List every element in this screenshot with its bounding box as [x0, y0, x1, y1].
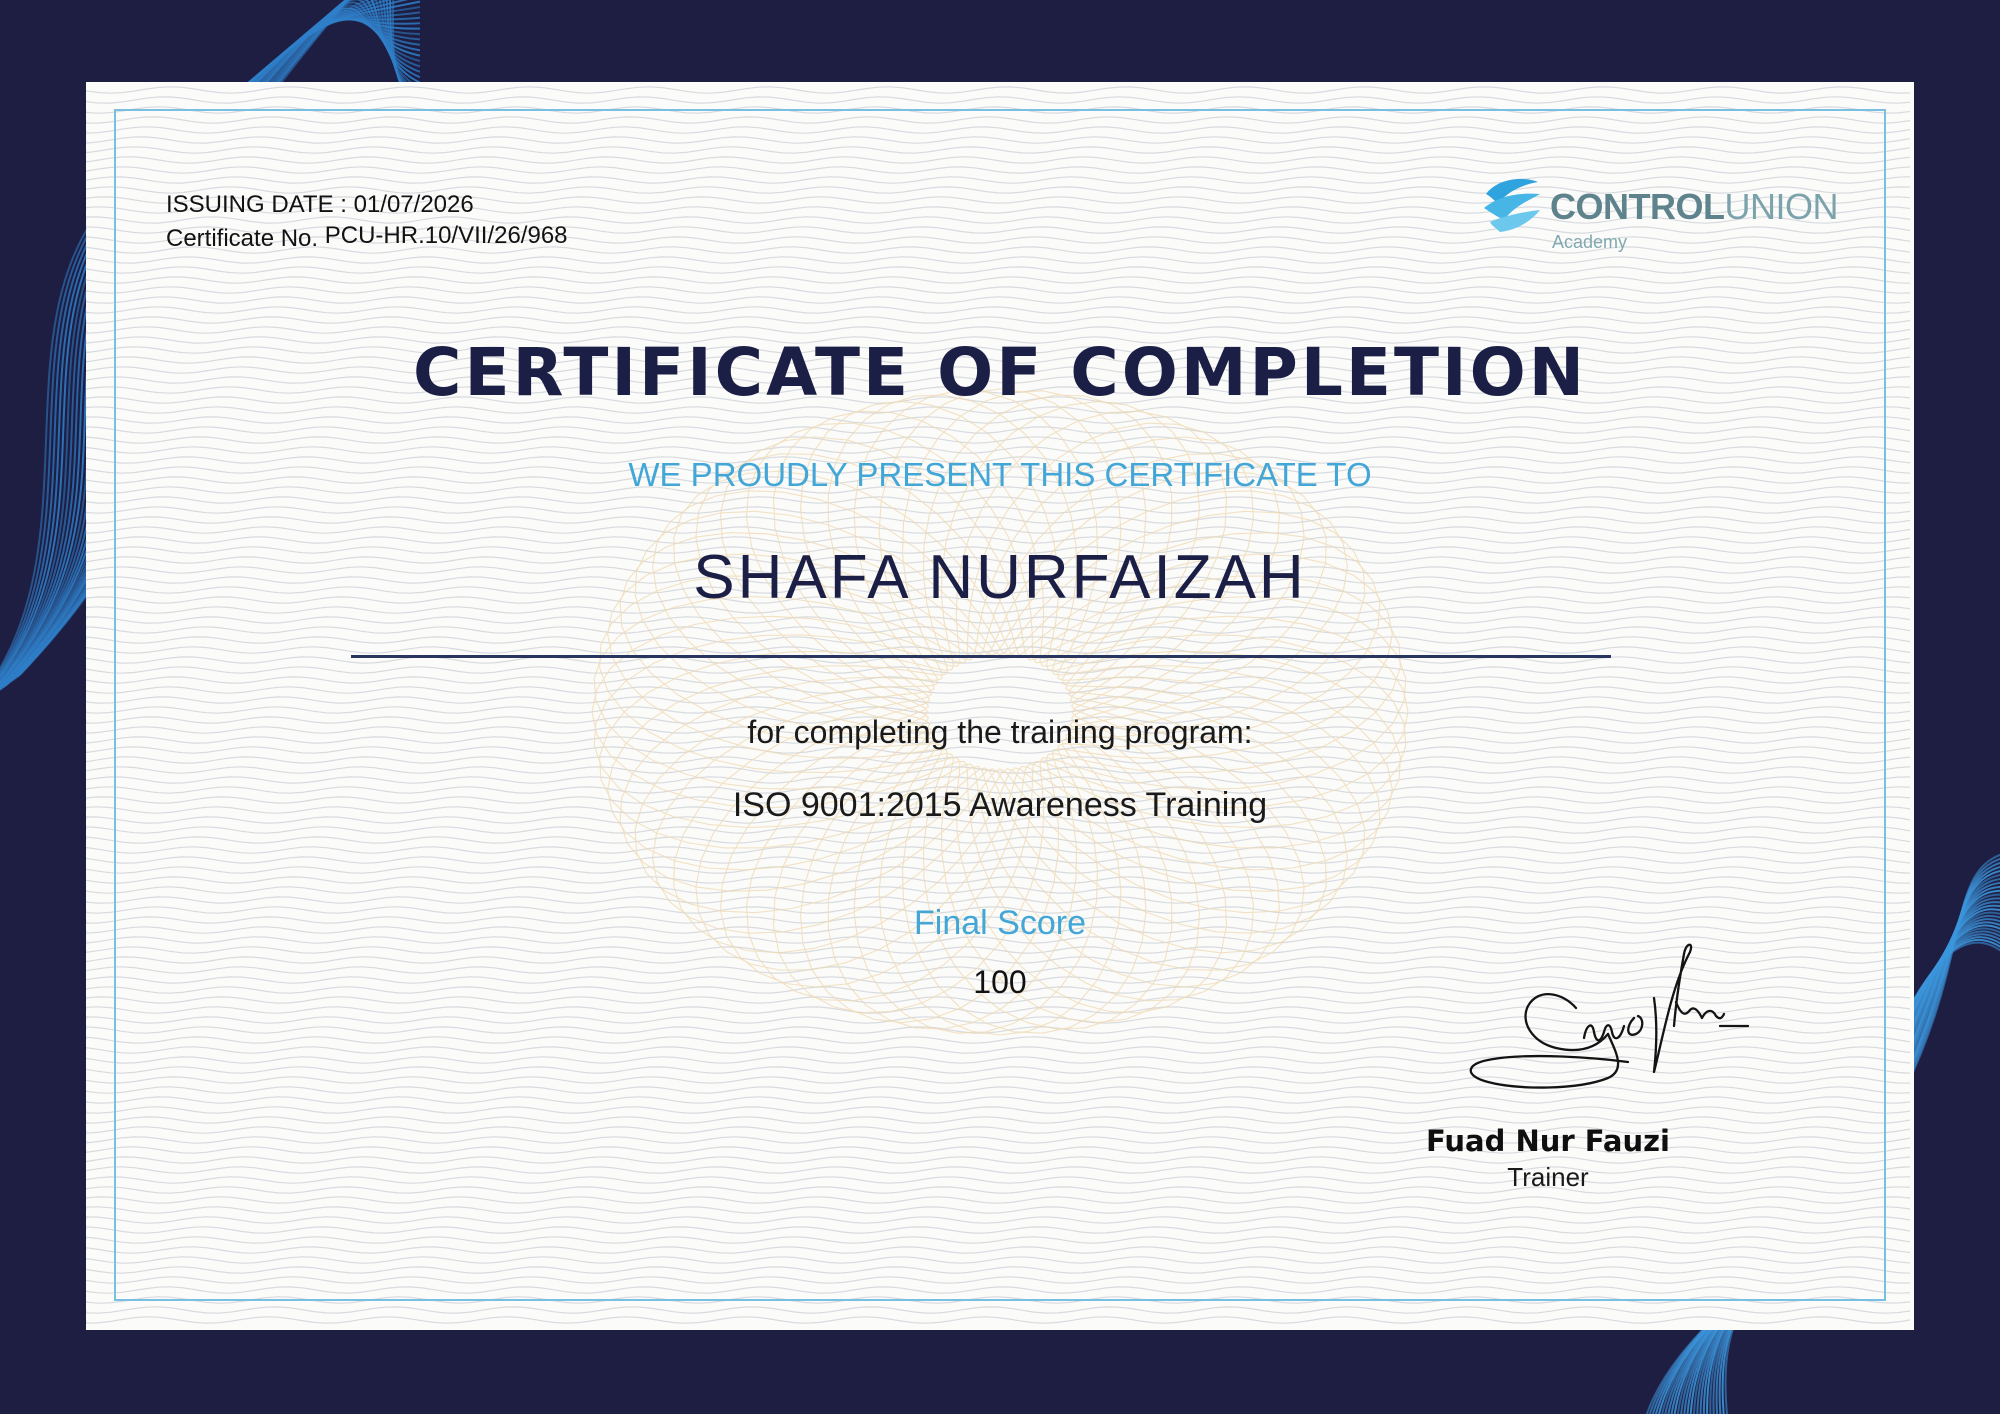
name-underline: [351, 655, 1611, 658]
final-score-value: 100: [973, 964, 1027, 1000]
issuing-date-row: [166, 188, 568, 222]
issuing-date-label: ISSUING DATE :: [166, 191, 347, 218]
issue-info: [166, 188, 568, 256]
present-text: WE PROUDLY PRESENT THIS CERTIFICATE TO: [628, 456, 1372, 493]
recipient-name: SHAFA NURFAIZAH: [693, 543, 1307, 612]
signature-icon: [1458, 922, 1778, 1122]
signer-name: Fuad Nur Fauzi: [1426, 1124, 1670, 1158]
certificate-number-label: Certificate No.: [166, 225, 319, 252]
completion-text: for completing the training program:: [747, 714, 1253, 750]
certificate-number-value: PCU-HR.10/VII/26/968: [324, 222, 568, 249]
logo-word-control: CONTROL: [1550, 186, 1725, 227]
certificate-number-row: [166, 222, 568, 256]
program-name: ISO 9001:2015 Awareness Training: [732, 786, 1268, 824]
control-union-wave-icon: [1480, 174, 1544, 236]
logo-subtitle: Academy: [1552, 232, 1628, 252]
final-score-label: Final Score: [914, 904, 1086, 942]
inner-border: [114, 109, 1886, 1301]
control-union-logo: [1480, 174, 1860, 254]
logo-wordmark: [1550, 186, 1838, 228]
certificate-title: CERTIFICATE OF COMPLETION: [413, 334, 1587, 411]
issuing-date-value: 01/07/2026: [353, 191, 474, 218]
signer-role: Trainer: [1507, 1162, 1589, 1192]
logo-word-union: UNION: [1724, 186, 1838, 227]
certificate-paper: [86, 82, 1914, 1330]
